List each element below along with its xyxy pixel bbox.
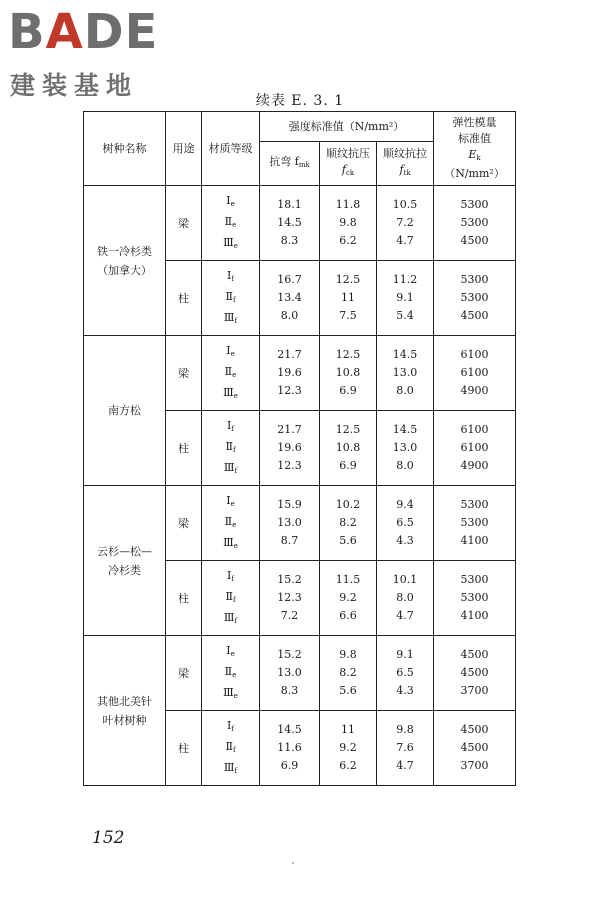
- grade-cell: [202, 486, 260, 561]
- bend-cell: [260, 561, 320, 636]
- value: 5300: [460, 573, 489, 586]
- value: 6.9: [339, 459, 357, 472]
- value: 9.2: [339, 741, 357, 754]
- value: 10.2: [335, 498, 361, 511]
- value: 4100: [460, 534, 489, 547]
- value: 8.7: [280, 534, 299, 547]
- header-species: 树种名称: [84, 112, 166, 186]
- grade-label: $Ⅰ_f$: [227, 268, 234, 283]
- grade-cell: [202, 711, 260, 786]
- value: 7.6: [396, 741, 414, 754]
- value: 4500: [460, 648, 489, 661]
- value: 21.7: [277, 348, 302, 361]
- mod-cell: [434, 636, 516, 711]
- grade-cell: [202, 336, 260, 411]
- value: 10.1: [392, 573, 418, 586]
- header-use: 用途: [166, 112, 202, 186]
- bend-cell: [260, 711, 320, 786]
- species-cell: 铁一冷杉类 （加拿大）: [84, 186, 166, 336]
- grade-cell: [202, 561, 260, 636]
- value: 9.8: [396, 723, 414, 736]
- value: 5300: [460, 273, 489, 286]
- tens-cell: [377, 561, 434, 636]
- value: 9.1: [396, 291, 414, 304]
- grade-label: $Ⅲ_e$: [223, 535, 238, 550]
- value: 6.5: [396, 666, 414, 679]
- value: 4500: [460, 741, 489, 754]
- grade-label: $Ⅲ_e$: [223, 235, 238, 250]
- value: 8.0: [396, 591, 414, 604]
- table-row: [84, 636, 516, 711]
- tens-cell: [377, 261, 434, 336]
- comp-cell: [320, 336, 377, 411]
- comp-cell: [320, 711, 377, 786]
- bend-cell: [260, 486, 320, 561]
- value: 21.7: [277, 423, 302, 436]
- species-cell: 其他北美针 叶材树种: [84, 636, 166, 786]
- comp-cell: [320, 261, 377, 336]
- value: 8.0: [280, 309, 299, 322]
- value: 10.5: [392, 198, 418, 211]
- value: 5300: [460, 591, 489, 604]
- comp-cell: [320, 636, 377, 711]
- value: 5300: [460, 291, 489, 304]
- value: 11.6: [277, 741, 302, 754]
- grade-label: $Ⅲ_f$: [223, 610, 238, 625]
- value: 9.2: [339, 591, 357, 604]
- mod-cell: [434, 336, 516, 411]
- value: 5.4: [396, 309, 414, 322]
- value: 4500: [460, 234, 489, 247]
- value: 8.3: [280, 684, 299, 697]
- value: 3700: [460, 684, 489, 697]
- value: 4900: [460, 384, 489, 397]
- grade-label: $Ⅱ_f$: [225, 589, 236, 604]
- comp-cell: [320, 486, 377, 561]
- grade-cell: [202, 261, 260, 336]
- value: 12.5: [335, 423, 361, 436]
- value: 13.0: [392, 366, 418, 379]
- value: 15.2: [277, 648, 302, 661]
- tens-cell: [377, 336, 434, 411]
- value: 3700: [460, 759, 489, 772]
- use-cell: 柱: [166, 711, 202, 786]
- grade-cell: [202, 411, 260, 486]
- table-caption: 续表 E. 3. 1: [255, 93, 345, 109]
- value: 7.5: [339, 309, 357, 322]
- use-cell: 柱: [166, 561, 202, 636]
- tens-cell: [377, 186, 434, 261]
- tens-cell: [377, 486, 434, 561]
- value: 9.1: [396, 648, 414, 661]
- strength-table: [83, 111, 516, 786]
- mod-cell: [434, 261, 516, 336]
- value: 5300: [460, 516, 489, 529]
- value: 11: [341, 291, 355, 304]
- value: 4500: [460, 723, 489, 736]
- grade-label: $Ⅰ_e$: [226, 343, 235, 358]
- value: 15.9: [277, 498, 302, 511]
- grade-label: $Ⅱ_e$: [224, 214, 237, 229]
- value: 8.0: [396, 459, 414, 472]
- value: 4.3: [396, 534, 414, 547]
- value: 8.0: [396, 384, 414, 397]
- species-cell: 云杉—松— 冷杉类: [84, 486, 166, 636]
- grade-label: $Ⅰ_f$: [227, 568, 234, 583]
- value: 12.5: [335, 348, 361, 361]
- mod-cell: [434, 411, 516, 486]
- table-row: [84, 336, 516, 411]
- value: 14.5: [277, 216, 302, 229]
- value: 5.6: [339, 684, 357, 697]
- value: 12.3: [277, 591, 302, 604]
- grade-label: $Ⅰ_e$: [226, 643, 235, 658]
- value: 19.6: [277, 441, 302, 454]
- use-cell: 梁: [166, 186, 202, 261]
- use-cell: 柱: [166, 411, 202, 486]
- value: 12.3: [277, 384, 302, 397]
- header-grade: 材质等级: [202, 112, 260, 186]
- value: 16.7: [277, 273, 302, 286]
- value: 4500: [460, 666, 489, 679]
- logo-subtitle: 建装基地: [10, 71, 139, 100]
- value: 4900: [460, 459, 489, 472]
- tens-cell: [377, 636, 434, 711]
- grade-label: $Ⅲ_f$: [223, 310, 238, 325]
- comp-cell: [320, 411, 377, 486]
- bend-cell: [260, 411, 320, 486]
- grade-label: $Ⅰ_e$: [226, 493, 235, 508]
- value: 6100: [460, 441, 489, 454]
- use-cell: 梁: [166, 636, 202, 711]
- value: 9.8: [339, 216, 357, 229]
- value: 9.8: [339, 648, 357, 661]
- grade-label: $Ⅰ_f$: [227, 418, 234, 433]
- bend-cell: [260, 261, 320, 336]
- page-number: 152: [92, 828, 125, 848]
- bend-cell: [260, 336, 320, 411]
- header-tension: 顺纹抗拉 ftk: [377, 142, 434, 186]
- mod-cell: [434, 711, 516, 786]
- value: 7.2: [280, 609, 299, 622]
- header-bend: 抗弯 fmk: [260, 142, 320, 186]
- species-cell: 南方松: [84, 336, 166, 486]
- grade-label: $Ⅱ_e$: [224, 364, 237, 379]
- grade-label: $Ⅱ_f$: [225, 439, 236, 454]
- value: 7.2: [396, 216, 414, 229]
- value: 9.4: [396, 498, 414, 511]
- tens-cell: [377, 711, 434, 786]
- value: 13.0: [277, 516, 302, 529]
- value: 12.5: [335, 273, 361, 286]
- grade-cell: [202, 186, 260, 261]
- value: 11: [341, 723, 355, 736]
- table-row: [84, 486, 516, 561]
- value: 6100: [460, 423, 489, 436]
- bend-cell: [260, 636, 320, 711]
- value: 13.0: [277, 666, 302, 679]
- logo-wordmark: BADE: [8, 4, 159, 60]
- value: 6100: [460, 348, 489, 361]
- grade-label: $Ⅱ_f$: [225, 739, 236, 754]
- value: 13.4: [277, 291, 302, 304]
- grade-label: $Ⅲ_e$: [223, 385, 238, 400]
- value: 4.7: [396, 759, 414, 772]
- value: 4.7: [396, 234, 414, 247]
- mod-cell: [434, 561, 516, 636]
- use-cell: 梁: [166, 336, 202, 411]
- value: 4100: [460, 609, 489, 622]
- grade-label: $Ⅰ_e$: [226, 193, 235, 208]
- comp-cell: [320, 186, 377, 261]
- value: 8.3: [280, 234, 299, 247]
- use-cell: 柱: [166, 261, 202, 336]
- grade-label: $Ⅱ_e$: [224, 664, 237, 679]
- value: 14.5: [277, 723, 302, 736]
- value: 8.2: [339, 516, 357, 529]
- value: 4.3: [396, 684, 414, 697]
- use-cell: 梁: [166, 486, 202, 561]
- value: 8.2: [339, 666, 357, 679]
- value: 5300: [460, 216, 489, 229]
- table-row: [84, 186, 516, 261]
- grade-label: $Ⅲ_e$: [223, 685, 238, 700]
- value: 13.0: [392, 441, 418, 454]
- comp-cell: [320, 561, 377, 636]
- value: 12.3: [277, 459, 302, 472]
- grade-label: $Ⅲ_f$: [223, 460, 238, 475]
- value: 6100: [460, 366, 489, 379]
- tens-cell: [377, 411, 434, 486]
- mod-cell: [434, 486, 516, 561]
- grade-label: $Ⅰ_f$: [227, 718, 234, 733]
- value: 10.8: [335, 366, 361, 379]
- value: 11.8: [335, 198, 361, 211]
- grade-label: $Ⅱ_f$: [225, 289, 236, 304]
- value: 4500: [460, 309, 489, 322]
- value: 19.6: [277, 366, 302, 379]
- value: 5300: [460, 198, 489, 211]
- bend-cell: [260, 186, 320, 261]
- mod-cell: [434, 186, 516, 261]
- value: 6.2: [339, 759, 357, 772]
- value: 11.5: [335, 573, 361, 586]
- header-compression: 顺纹抗压 fck: [320, 142, 377, 186]
- value: 4.7: [396, 609, 414, 622]
- value: 11.2: [392, 273, 418, 286]
- value: 18.1: [277, 198, 302, 211]
- scan-speck: [292, 862, 294, 864]
- value: 6.5: [396, 516, 414, 529]
- value: 14.5: [392, 423, 418, 436]
- value: 10.8: [335, 441, 361, 454]
- bade-logo: [8, 4, 198, 100]
- value: 6.9: [339, 384, 357, 397]
- value: 15.2: [277, 573, 302, 586]
- value: 6.9: [280, 759, 299, 772]
- value: 5300: [460, 498, 489, 511]
- header-strength: 强度标准值（N/mm²）: [260, 112, 434, 142]
- grade-label: $Ⅲ_f$: [223, 760, 238, 775]
- header-modulus: 弹性模量 标准值 Ek （N/mm²）: [434, 112, 516, 186]
- grade-cell: [202, 636, 260, 711]
- value: 6.2: [339, 234, 357, 247]
- grade-label: $Ⅱ_e$: [224, 514, 237, 529]
- value: 6.6: [339, 609, 357, 622]
- value: 5.6: [339, 534, 357, 547]
- value: 14.5: [392, 348, 418, 361]
